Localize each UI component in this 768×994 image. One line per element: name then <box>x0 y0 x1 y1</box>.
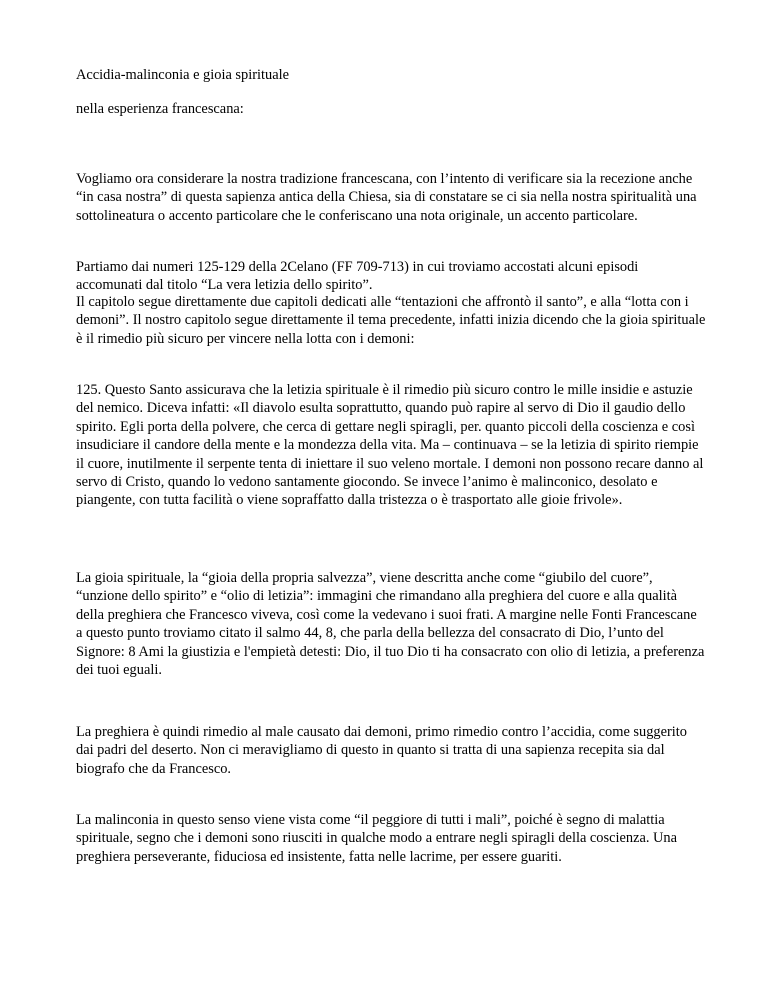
paragraph-chapter: Il capitolo segue direttamente due capitoli dedicati alle “tentazioni che affrontò il santo”, e alla “lotta con i demoni”. Il nostro capitolo segue direttamente il tema precedente, infatti inizia dicendo che la gioia spirituale è il rimedio più sicuro per vincere nella lotta con i demoni: <box>76 294 706 347</box>
paragraph-intro: Vogliamo ora considerare la nostra tradizione francescana, con l’intento di verificare sia la recezione anche “in casa nostra” di questa sapienza antica della Chiesa, sia di constatare se ci sia nella nostra spiritualità una sottolineatura o accento particolare che le conferiscano una nota originale, un accento particolare. <box>76 171 697 224</box>
document-title: Accidia-malinconia e gioia spirituale <box>76 67 289 83</box>
paragraph-melancholy: La malinconia in questo senso viene vista come “il peggiore di tutti i mali”, poiché è segno di malattia spirituale, segno che i demoni sono riusciti in qualche modo a entrare negli spiragli della coscienza. Una preghiera perseverante, fiduciosa ed insistente, fatta nelle lacrime, per essere guariti. <box>76 812 678 865</box>
document-subtitle: nella esperienza francescana: <box>76 101 244 117</box>
paragraph-prayer: La preghiera è quindi rimedio al male causato dai demoni, primo rimedio contro l’accidia, come suggerito dai padri del deserto. Non ci meravigliamo di questo in quanto si tratta di una sapienza recepita sia dal biografo che da Francesco. <box>76 724 687 777</box>
paragraph-spiritual-joy: La gioia spirituale, la “gioia della propria salvezza”, viene descritta anche come “giubilo del cuore”, “unzione dello spirito” e “olio di letizia”: immagini che rimandano alla preghiera del cuore e alla qualità della preghiera che Francesco viveva, così come la vedevano i suoi frati. A margine nelle Fonti Francescane a questo punto troviamo citato il salmo 44, 8, che parla della bellezza del consacrato di Dio, l’unto del Signore: 8 Ami la giustizia e l'empietà detesti: Dio, il tuo Dio ti ha consacrato con olio di letizia, a preferenza dei tuoi eguali. <box>76 570 705 679</box>
paragraph-quote: 125. Questo Santo assicurava che la letizia spirituale è il rimedio più sicuro contro le mille insidie e astuzie del nemico. Diceva infatti: «Il diavolo esulta soprattutto, quando può rapire al servo di Dio il gaudio dello spirito. Egli porta della polvere, che cerca di gettare negli spiragli, per. quanto piccoli della coscienza e così insudiciare il candore della mente e la mondezza della vita. Ma – continuava – se la letizia di spirito riempie il cuore, inutilmente il serpente tenta di iniettare il suo veleno mortale. I demoni non possono recare danno al servo di Cristo, quando lo vedono santamente giocondo. Se invece l’animo è malinconico, desolato e piangente, con tutta facilità o viene sopraffatto dalla tristezza o è trasportato alle gioie frivole». <box>76 382 704 509</box>
paragraph-sources: Partiamo dai numeri 125-129 della 2Celano (FF 709-713) in cui troviamo accostati alcuni episodi accomunati dal titolo “La vera letizia dello spirito”. <box>76 259 639 294</box>
